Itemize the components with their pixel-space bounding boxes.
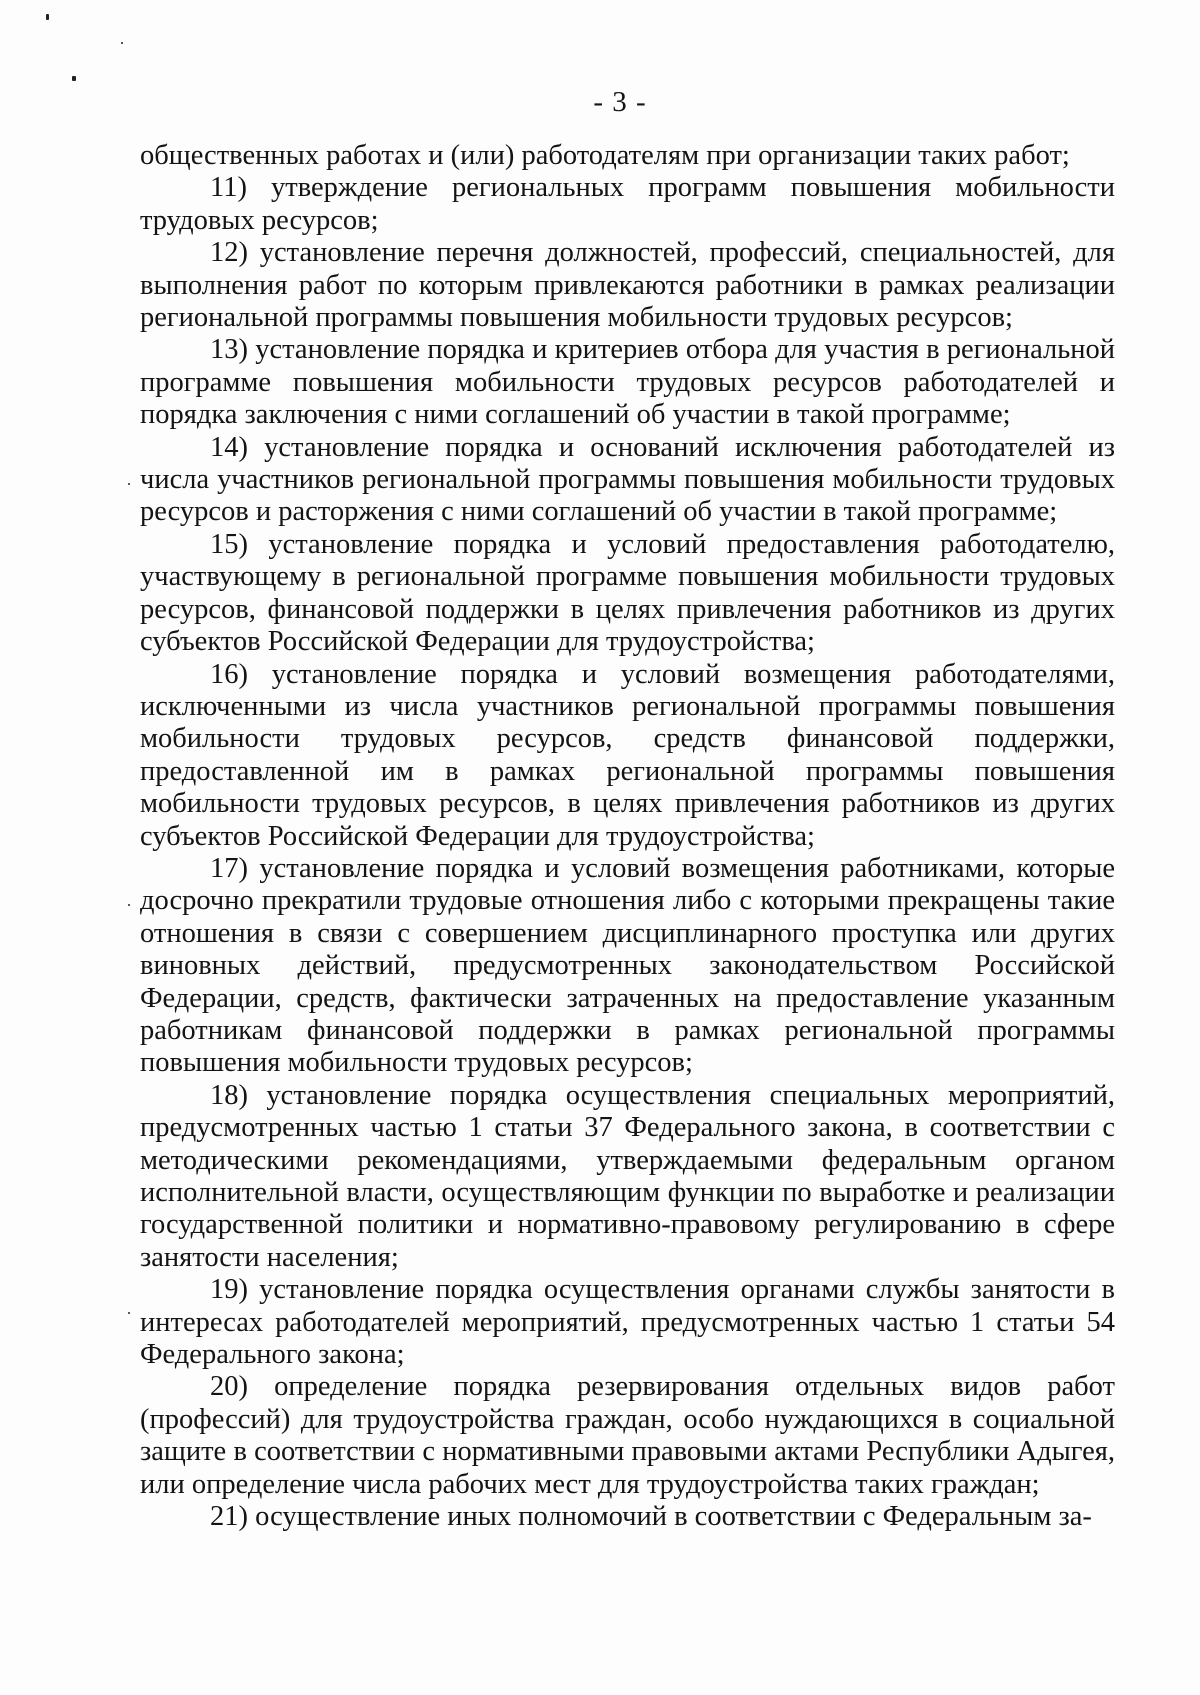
paragraph: 19) установление порядка осуществления органами службы занятости в интересах работодателей мероприятий, предусмотренных частью 1 статьи 54 Федерального закона; [140,1274,1115,1371]
paragraph: 18) установление порядка осуществления специальных мероприятий, предусмотренных частью 1 статьи 37 Федерального закона, в соответствии с методическими рекомендациями, утверждаемыми федеральным органом исполнительной власти, осуществляющим функции по выработке и реализации государственной политики и нормативно-правовому регулированию в сфере занятости населения; [140,1079,1115,1273]
paragraph: общественных работах и (или) работодателям при организации таких работ; [140,140,1070,171]
paragraph: 12) установление перечня должностей, профессий, специальностей, для выполнения работ по которым привлекаются работники в рамках реализации региональной программы повышения мобильности трудовых ресурсов; [140,237,1115,334]
paragraph: 17) установление порядка и условий возмещения работниками, которые досрочно прекратили трудовые отношения либо с которыми прекращены такие отношения в связи с совершением дисциплинарного проступка или других виновных действий, предусмотренных законодательством Российской Федерации, средств, фактически затраченных на предоставление указанным работникам финансовой поддержки в рамках региональной программы повышения мобильности трудовых ресурсов; [140,852,1115,1079]
scan-speck [128,904,130,906]
scan-speck [46,14,49,20]
scan-speck [121,42,123,44]
paragraph: 14) установление порядка и оснований исключения работодателей из числа участников региональной программы повышения мобильности трудовых ресурсов и расторжения с ними соглашений об участии в такой программе; [140,431,1115,528]
page-number: - 3 - [593,86,647,118]
scan-speck [128,483,130,485]
paragraph: 16) установление порядка и условий возмещения работодателями, исключенными из числа участников региональной программы повышения мобильности трудовых ресурсов, средств финансовой поддержки, предоставленной им в рамках региональной программы повышения мобильности трудовых ресурсов, в целях привлечения работников из других субъектов Российской Федерации для трудоустройства; [140,658,1115,852]
document-body [140,140,1115,1533]
paragraph: 11) утверждение региональных программ повышения мобильности трудовых ресурсов; [140,172,1115,236]
scan-speck [128,1312,130,1314]
paragraph: 13) установление порядка и критериев отбора для участия в региональной программе повышения мобильности трудовых ресурсов работодателей и порядка заключения с ними соглашений об участии в такой программе; [140,334,1115,431]
paragraph: 21) осуществление иных полномочий в соответствии с Федеральным за- [210,1501,1092,1533]
paragraph: 15) установление порядка и условий предоставления работодателю, участвующему в региональной программе повышения мобильности трудовых ресурсов, финансовой поддержки в целях привлечения работников из других субъектов Российской Федерации для трудоустройства; [140,528,1115,658]
scan-speck [72,76,76,81]
paragraph: 20) определение порядка резервирования отдельных видов работ (профессий) для трудоустройства граждан, особо нуждающихся в социальной защите в соответствии с нормативными правовыми актами Республики Адыгея, или определение числа рабочих мест для трудоустройства таких граждан; [140,1371,1115,1500]
